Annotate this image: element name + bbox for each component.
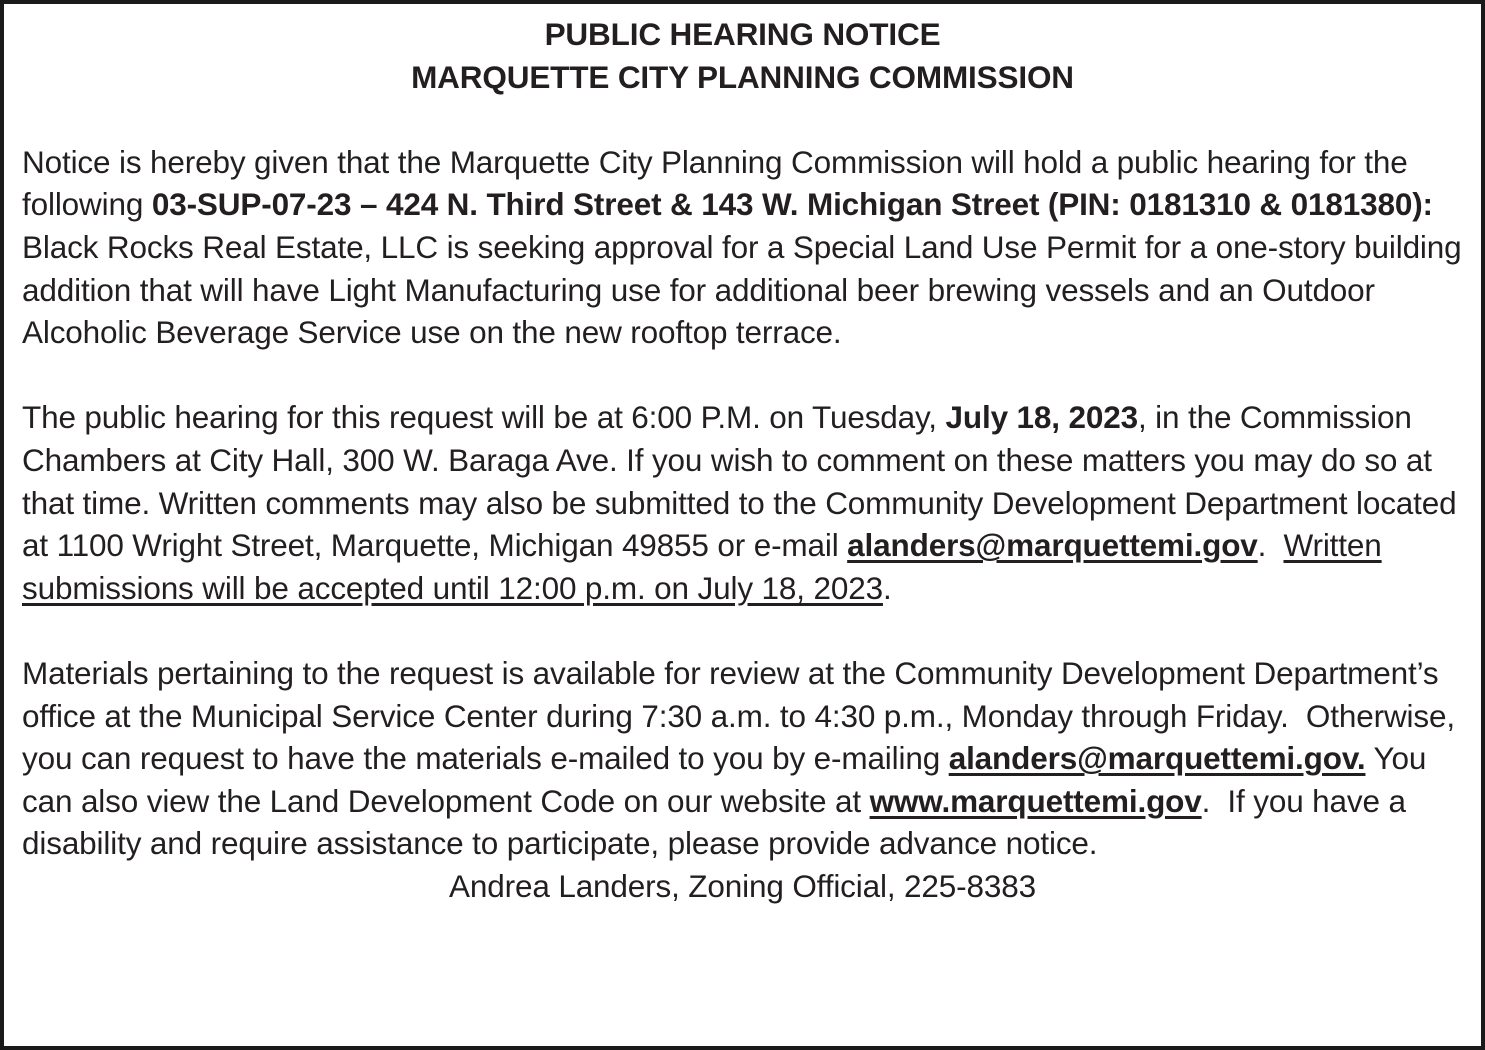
materials-text-a: Materials pertaining to the request is available for review at the Community Development Department’s office at the Municipal Service Center during 7:30 a.m. to 4:30 p.m., Monday through Friday. Otherwise, you can request to have the materials e-mailed to you by e-mailing [22,654,1464,777]
signature-line: Andrea Landers, Zoning Official, 225-8383 [449,867,1036,904]
materials-text-b: You can also view the Land Development Code on our website at [22,740,1427,819]
case-intro-text: Notice is hereby given that the Marquette City Planning Commission will hold a public hearing for the following [22,143,1408,223]
materials-email-link[interactable]: alanders@marquettemi.gov. [948,740,1366,777]
hearing-text-c: . [1257,527,1284,564]
case-description: Black Rocks Real Estate, LLC is seeking approval for a Special Land Use Permit for a one-story building addition that will have Light Manufacturing use for additional beer brewing vessels and an Outdoor Alcoholic Beverage Service use on the new rooftop terrace. [22,186,1471,351]
notice-subtitle: MARQUETTE CITY PLANNING COMMISSION [411,58,1074,95]
website-link[interactable]: www.marquettemi.gov [869,782,1202,819]
contact-email-link[interactable]: alanders@marquettemi.gov [847,527,1258,564]
hearing-text-b: , in the Commission Chambers at City Hall, 300 W. Baraga Ave. If you wish to comment on these matters you may do so at that time. Written comments may also be submitted to the Community Development Department located at 1100 Wright Street, Marquette, Michigan 49855 or e-mail [22,399,1457,564]
notice-title: PUBLIC HEARING NOTICE [544,16,941,52]
notice-paragraph-case [22,141,1471,354]
hearing-date: July 18, 2023 [945,399,1138,436]
notice-paragraph-materials [22,652,1463,865]
submission-deadline: Written submissions will be accepted until 12:00 p.m. on July 18, 2023 [22,527,1382,606]
case-number: 03-SUP-07-23 – 424 N. Third Street & 143 W. Michigan Street (PIN: 0181310 & 0181380): [151,186,1433,223]
notice-paragraph-hearing [22,396,1463,609]
hearing-text-a: The public hearing for this request will be at 6:00 P.M. on Tuesday, [22,399,946,436]
materials-text-c: . If you have a disability and require assistance to participate, please provide advance notice. [22,782,1415,862]
hearing-text-d: . [882,569,892,606]
